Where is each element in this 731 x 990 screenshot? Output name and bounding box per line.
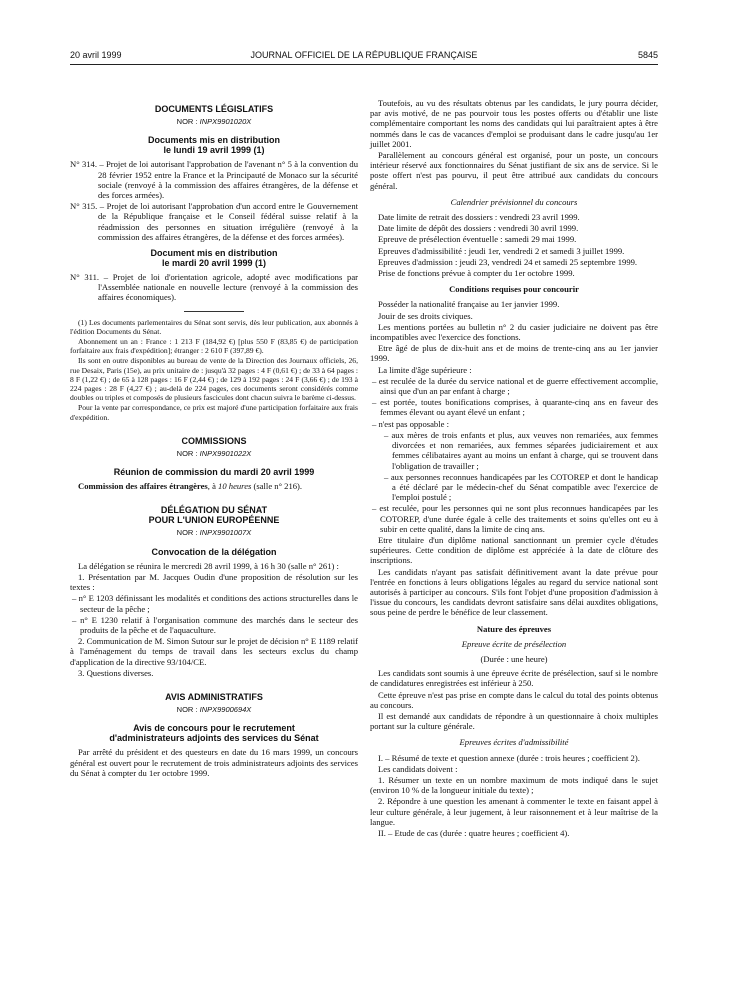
footnote-prices: Ils sont en outre disponibles au bureau de vente de la Direction des Journaux officiels, 26, rue Desaix, Paris (15e), au prix unitaire de : jusqu'à 32 pages : 4 F (0,61 €) ; de 33 à 64 pages : 8 F (1,22 €) ; de 65 à 128 pages : 16 F (2,44 €) ; de 129 à 192 pages : 24 F (3,66 €) ; de 193 à 224 pages : 28 F (4,27 €) ; au-delà de 224 pages, ces documents seront considérés comme doubles ou triples et composés de plusieurs fascicules dont chacun suivra le barème ci-dessus. bbox=[70, 356, 358, 403]
preselection-heading: Epreuve écrite de présélection bbox=[461, 638, 567, 649]
calendar-heading: Calendrier prévisionnel du concours bbox=[450, 196, 578, 207]
calendar-item: Date limite de dépôt des dossiers : vendredi 30 avril 1999. bbox=[378, 223, 579, 234]
concours-paragraph-jury: Toutefois, au vu des résultats obtenus par les candidats, le jury pourra décider, par avis motivé, de ne pas pourvoir tous les postes offerts ou d'établir une liste complémentaire comportant les noms des candidats qui lui paraîtraient aptes à être nommés dans le cas de vacances d'emploi se produisant dans le cadre jusqu'au 1er juillet 2001. bbox=[370, 98, 658, 149]
calendar-item: Epreuve de présélection éventuelle : samedi 29 mai 1999. bbox=[378, 234, 577, 245]
condition-item: Les candidats n'ayant pas satisfait définitivement avant la date prévue pour l'entrée en fonctions à leurs obligations légales au regard du service national sont autorisés à participer au concours. S'ils font l'objet d'une proposition d'admission à l'issue du concours, les candidats devront satisfaire sans délai auxdites obligations, sous peine de perdre le bénéfice de leur classement. bbox=[370, 566, 658, 618]
admissibilite-paragraph: II. – Etude de cas (durée : quatre heures ; coefficient 4). bbox=[378, 828, 570, 838]
left-column bbox=[70, 98, 358, 779]
admissibilite-paragraph: 1. Résumer un texte en un nombre maximum de mots indiqué dans le sujet (environ 10 % de la longueur initiale du texte) ; bbox=[370, 774, 658, 796]
epreuves-heading: Nature des épreuves bbox=[476, 623, 552, 634]
commission-meeting-text: Commission des affaires étrangères, à 10 heures (salle n° 216). bbox=[78, 481, 303, 492]
concours-heading: Avis de concours pour le recrutement d'administrateurs adjoints des services du Sénat bbox=[109, 723, 319, 744]
preselection-paragraph: Cette épreuve n'est pas prise en compte dans le calcul du total des points obtenus au concours. bbox=[370, 689, 658, 710]
concours-paragraph-interieur: Parallèlement au concours général est organisé, pour un poste, un concours intérieur réservé aux fonctionnaires du Sénat justifiant de six ans de service. Si le poste offert n'est pas pourvu, il peut être attribué aux candidats du concours général. bbox=[370, 150, 658, 191]
condition-item: Etre âgé de plus de dix-huit ans et de moins de trente-cinq ans au 1er janvier 1999. bbox=[370, 343, 658, 364]
condition-item: Les mentions portées au bulletin n° 2 du casier judiciaire ne doivent pas être incompatibles avec l'exercice des fonctions. bbox=[370, 321, 658, 343]
delegation-paragraph-2: 1. Présentation par M. Jacques Oudin d'une proposition de résolution sur les textes : bbox=[70, 571, 358, 593]
header-title: JOURNAL OFFICIEL DE LA RÉPUBLIQUE FRANÇAISE bbox=[250, 50, 478, 60]
document-item-314: N° 314. – Projet de loi autorisant l'approbation de l'avenant n° 5 à la convention du 28 février 1952 entre la France et la Principauté de Monaco sur la sécurité sociale (renvoyé à la commission des affaires étrangères, de la défense et des forces armées). bbox=[70, 159, 358, 201]
condition-subitem: – est portée, toutes bonifications comprises, à quarante-cinq ans en faveur des femmes élevant ou ayant élevé un enfant ; bbox=[372, 397, 658, 418]
preselection-duration: (Durée : une heure) bbox=[480, 653, 548, 664]
calendar-item: Date limite de retrait des dossiers : vendredi 23 avril 1999. bbox=[378, 212, 580, 223]
section-title-delegation: DÉLÉGATION DU SÉNAT POUR L'UNION EUROPÉENNE bbox=[148, 505, 280, 526]
section-title-commissions: COMMISSIONS bbox=[181, 435, 247, 446]
footnote-1: (1) Les documents parlementaires du Sénat sont servis, dès leur publication, aux abonnés à l'édition Documents du Sénat. bbox=[70, 317, 358, 336]
footnote-divider bbox=[184, 311, 244, 312]
footnotes bbox=[70, 318, 358, 422]
commission-meeting-heading: Réunion de commission du mardi 20 avril 1999 bbox=[113, 467, 315, 478]
delegation-paragraph-4: 3. Questions diverses. bbox=[78, 667, 154, 678]
section-title-documents: DOCUMENTS LÉGISLATIFS bbox=[154, 104, 274, 114]
delegation-convocation-heading: Convocation de la délégation bbox=[151, 546, 277, 557]
preselection-paragraph: Il est demandé aux candidats de répondre à un questionnaire à choix multiples portant sur la culture générale. bbox=[370, 710, 658, 732]
condition-subsubitem: – aux mères de trois enfants et plus, aux veuves non remariées, aux femmes divorcées et non remariées, aux femmes séparées judiciairement et aux femmes célibataires ayant au moins un enfant à charge, qui se trouvent dans l'obligation de travailler ; bbox=[384, 429, 658, 471]
condition-item: Etre titulaire d'un diplôme national sanctionnant un premier cycle d'études supérieures. Cette condition de diplôme est appréciée à la date de clôture des inscriptions. bbox=[370, 534, 658, 566]
condition-item: Jouir de ses droits civiques. bbox=[378, 310, 473, 321]
calendar-item: Epreuves d'admission : jeudi 23, vendredi 24 et samedi 25 septembre 1999. bbox=[378, 256, 638, 267]
page-header bbox=[70, 50, 658, 65]
condition-subitem: – n'est pas opposable : bbox=[372, 418, 449, 429]
admissibilite-paragraph: I. – Résumé de texte et question annexe (durée : trois heures ; coefficient 2). bbox=[378, 752, 640, 763]
distribution-heading-2: Document mis en distribution le mardi 20 avril 1999 (1) bbox=[150, 248, 278, 269]
header-date: 20 avril 1999 bbox=[70, 50, 122, 60]
condition-subitem: – est reculée de la durée du service national et de guerre effectivement accomplie, ainsi que d'un an par enfant à charge ; bbox=[372, 375, 658, 397]
distribution-heading-1: Documents mis en distribution le lundi 19 avril 1999 (1) bbox=[147, 135, 280, 156]
right-column bbox=[370, 98, 658, 839]
nor-reference: NOR : INPX9901020X bbox=[176, 117, 252, 127]
delegation-paragraph-3: 2. Communication de M. Simon Sutour sur le projet de décision n° E 1189 relatif à l'aménagement du temps de travail dans les secteurs exclus du champ d'application de la directive 93/104/CE. bbox=[70, 636, 358, 667]
condition-subitem: – est reculée, pour les personnes qui ne sont plus reconnues handicapées par les COTOREP, d'une durée égale à celle des traitements et soins qu'elles ont eu à subir en cette qualité, dans la limite de cinq ans. bbox=[372, 503, 658, 534]
calendar-item: Prise de fonctions prévue à compter du 1er octobre 1999. bbox=[378, 268, 575, 279]
conditions-heading: Conditions requises pour concourir bbox=[449, 284, 579, 295]
footnote-mail-order: Pour la vente par correspondance, ce prix est majoré d'une participation forfaitaire aux frais d'expédition. bbox=[70, 403, 358, 422]
condition-item: Posséder la nationalité française au 1er janvier 1999. bbox=[378, 299, 560, 310]
concours-paragraph-1: Par arrêté du président et des questeurs en date du 16 mars 1999, un concours général est ouvert pour le recrutement de trois administrateurs adjoints des services du Sénat à compter du 1er octobre 1999. bbox=[70, 747, 358, 778]
delegation-item-e1230: – n° E 1230 relatif à l'organisation commune des marchés dans le secteur des produits de la pêche et de l'aquaculture. bbox=[72, 614, 358, 635]
delegation-item-e1203: – n° E 1203 définissant les modalités et conditions des actions structurelles dans le secteur de la pêche ; bbox=[72, 593, 358, 614]
nor-reference: NOR : INPX9901022X bbox=[176, 449, 252, 459]
calendar-item: Epreuves d'admissibilité : jeudi 1er, vendredi 2 et samedi 3 juillet 1999. bbox=[378, 245, 625, 256]
admissibilite-paragraph: Les candidats doivent : bbox=[378, 763, 458, 774]
document-item-311: N° 311. – Projet de loi d'orientation agricole, adopté avec modifications par l'Assemblée nationale en nouvelle lecture (renvoyé à la commission des affaires économiques). bbox=[70, 272, 358, 303]
section-title-avis: AVIS ADMINISTRATIFS bbox=[165, 691, 263, 702]
nor-reference: NOR : INPX9901007X bbox=[176, 528, 252, 538]
nor-reference: NOR : INPX9900694X bbox=[176, 705, 252, 715]
condition-subsubitem: – aux personnes reconnues handicapées par les COTOREP et dont le handicap a été déclaré par le médecin-chef du Sénat compatible avec l'exercice de l'emploi postulé ; bbox=[384, 471, 658, 503]
condition-item: La limite d'âge supérieure : bbox=[378, 364, 472, 375]
document-item-315: N° 315. – Projet de loi autorisant l'approbation d'un accord entre le Gouvernement de la République française et le Conseil fédéral suisse relatif à la réadmission des personnes en situation irrégulière (renvoyé à la commission des affaires étrangères, de la défense et des forces armées). bbox=[70, 201, 358, 242]
preselection-paragraph: Les candidats sont soumis à une épreuve écrite de présélection, sauf si le nombre de candidatures enregistrées est inférieur à 250. bbox=[370, 668, 658, 689]
admissibilite-paragraph: 2. Répondre à une question les amenant à commenter le texte en faisant appel à leur culture générale, à leur jugement, à leur raisonnement et à leur maîtrise de la langue. bbox=[370, 796, 658, 827]
admissibilite-heading: Epreuves écrites d'admissibilité bbox=[459, 737, 569, 748]
delegation-paragraph-1: La délégation se réunira le mercredi 28 avril 1999, à 16 h 30 (salle n° 261) : bbox=[78, 560, 339, 571]
footnote-subscription: Abonnement un an : France : 1 213 F (184,92 €) [plus 550 F (83,85 €) de participation forfaitaire aux frais d'expédition]; étranger : 2 610 F (397,89 €). bbox=[70, 337, 358, 356]
header-page-number: 5845 bbox=[637, 50, 658, 60]
